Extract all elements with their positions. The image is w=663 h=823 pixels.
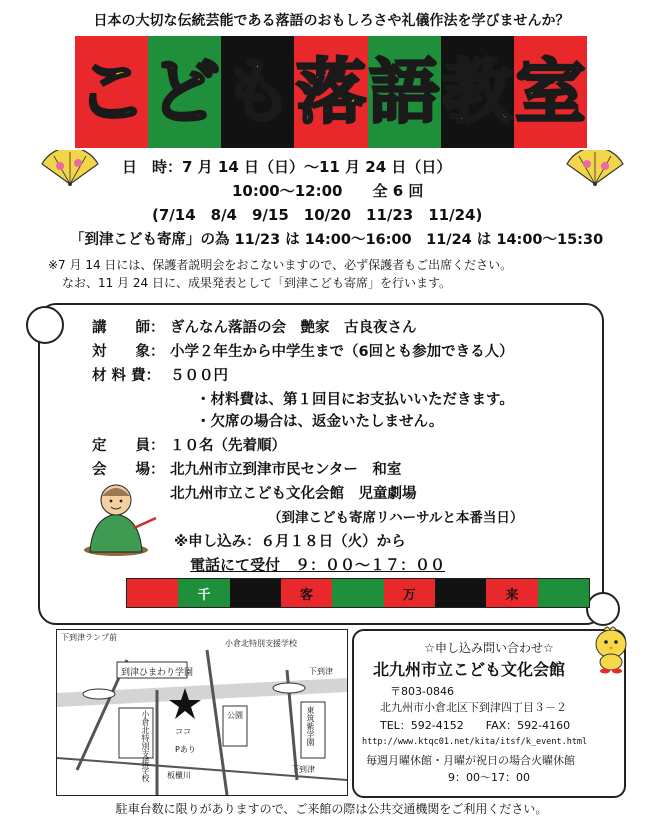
schedule-list: (7/14 8/4 9/15 10/20 11/23 11/24) xyxy=(152,206,483,224)
map-label-parking: Pあり xyxy=(175,745,196,754)
contact-url[interactable]: http://www.ktqc01.net/kita/itsf/k_event.html xyxy=(362,737,588,747)
strip-char: 来 xyxy=(505,587,519,603)
strip-char: 客 xyxy=(300,587,314,603)
title-char: も xyxy=(222,50,293,133)
venue-label: 会 場： xyxy=(92,462,165,478)
strip-segment xyxy=(538,579,589,607)
map-label-lamp: 下到津ランプ前 xyxy=(61,633,117,642)
contact-hours: 9：00～17：00 xyxy=(448,771,530,784)
senkyaku-banri-strip xyxy=(126,578,590,608)
title-char-cell xyxy=(368,36,441,148)
schedule-time: 10:00～12:00 全 6 回 xyxy=(232,182,424,200)
fee-note-1: ・材料費は、第１回目にお支払いいただきます。 xyxy=(196,392,514,408)
capacity-row xyxy=(92,434,286,455)
strip-segment xyxy=(281,579,332,607)
fan-icon xyxy=(40,150,100,186)
title-char: ど xyxy=(149,50,220,133)
target-label: 対 象： xyxy=(92,344,165,360)
note-presentation: なお、11 月 24 日に、成果発表として「到津こども寄席」を行います。 xyxy=(62,276,452,290)
fee-row xyxy=(92,364,228,385)
apply-start: ※申し込み：６月１８日（火）から xyxy=(174,534,406,550)
access-map xyxy=(56,629,348,796)
scroll-curl-top xyxy=(26,306,64,344)
strip-segment xyxy=(435,579,486,607)
map-label-here: ココ xyxy=(175,727,191,736)
map-label-himawari: 到津ひまわり学園 xyxy=(121,668,194,678)
strip-segment xyxy=(486,579,537,607)
title-char-cell xyxy=(221,36,294,148)
contact-address: 北九州市小倉北区下到津四丁目３－２ xyxy=(380,701,567,714)
contact-name: 北九州市立こども文化会館 xyxy=(372,660,565,679)
fee-label: 材 料 費： xyxy=(92,368,161,384)
tagline: 日本の大切な伝統芸能である落語のおもしろさや礼儀作法を学びませんか？ xyxy=(93,13,570,29)
map-label-tokiwa: 東筑紫学園 xyxy=(306,706,315,746)
schedule-dates: 日 時：7 月 14 日（日）～11 月 24 日（日） xyxy=(122,158,452,176)
fan-icon xyxy=(565,150,625,186)
rakugo-performer-icon xyxy=(80,474,158,558)
contact-closed: 毎週月曜休館・月曜が祝日の場合火曜休館 xyxy=(366,754,575,767)
title-char-cell xyxy=(75,36,148,148)
target-value: 小学２年生から中学生まで（6回とも参加できる人） xyxy=(170,344,514,360)
strip-segment xyxy=(127,579,178,607)
venue-value-2: 北九州市立こども文化会館 児童劇場 xyxy=(170,486,417,502)
strip-segment xyxy=(384,579,435,607)
title-char-cell xyxy=(294,36,367,148)
apply-phone: 電話にて受付 ９：００～１７：００ xyxy=(190,556,446,574)
map-label-shimoitozu-2: 下到津 xyxy=(291,765,315,774)
fee-note-2: ・欠席の場合は、返金いたしません。 xyxy=(196,414,444,430)
note-parents: ※7 月 14 日には、保護者説明会をおこないますので、必ず保護者もご出席ください。 xyxy=(48,258,513,272)
contact-zip: 〒803-0846 xyxy=(390,685,454,698)
contact-heading: ☆申し込み問い合わせ☆ xyxy=(424,641,554,655)
capacity-value: １０名（先着順） xyxy=(170,438,286,454)
map-label-river: 板櫃川 xyxy=(167,771,191,780)
strip-segment xyxy=(230,579,281,607)
title-char: 語 xyxy=(369,50,440,133)
target-row xyxy=(92,340,514,361)
title-char-cell xyxy=(441,36,514,148)
title-char-cell xyxy=(148,36,221,148)
lecturer-row xyxy=(92,316,417,337)
title-char-cell xyxy=(514,36,587,148)
strip-segment xyxy=(178,579,229,607)
venue-note: （到津こども寄席リハーサルと本番当日） xyxy=(268,510,524,526)
contact-box xyxy=(352,629,626,798)
strip-char: 千 xyxy=(197,587,211,603)
title-char: 教 xyxy=(442,50,513,133)
contact-phone: TEL：592-4152 FAX：592-4160 xyxy=(380,719,571,732)
scroll-curl-bottom xyxy=(586,592,620,626)
map-label-shimoitozu: 下到津 xyxy=(309,667,333,676)
map-label-park: 公園 xyxy=(227,711,243,720)
strip-segment xyxy=(332,579,383,607)
strip-char: 万 xyxy=(402,587,416,603)
lecturer-value: ぎんなん落語の会 艶家 古良夜さん xyxy=(170,320,417,336)
capacity-label: 定 員： xyxy=(92,438,165,454)
fee-value: ５００円 xyxy=(170,368,228,384)
title-char: こ xyxy=(76,50,147,133)
schedule-special: 「到津こども寄席」の為 11/23 は 14:00～16:00 11/24 は 14:00～15:30 xyxy=(70,232,604,248)
title-char: 落 xyxy=(295,50,366,133)
lecturer-label: 講 師： xyxy=(92,320,165,336)
chick-mascot-icon xyxy=(590,622,632,674)
venue-value-1: 北九州市立到津市民センター 和室 xyxy=(170,462,402,478)
map-label-kokura-school: 小倉北特別支援学校 xyxy=(141,710,150,782)
footer-note: 駐車台数に限りがありますので、ご来館の際は公共交通機関をご利用ください。 xyxy=(115,802,548,816)
title-char: 室 xyxy=(515,50,586,133)
map-label-school-top: 小倉北特別支援学校 xyxy=(225,639,297,648)
title-banner xyxy=(75,36,587,148)
